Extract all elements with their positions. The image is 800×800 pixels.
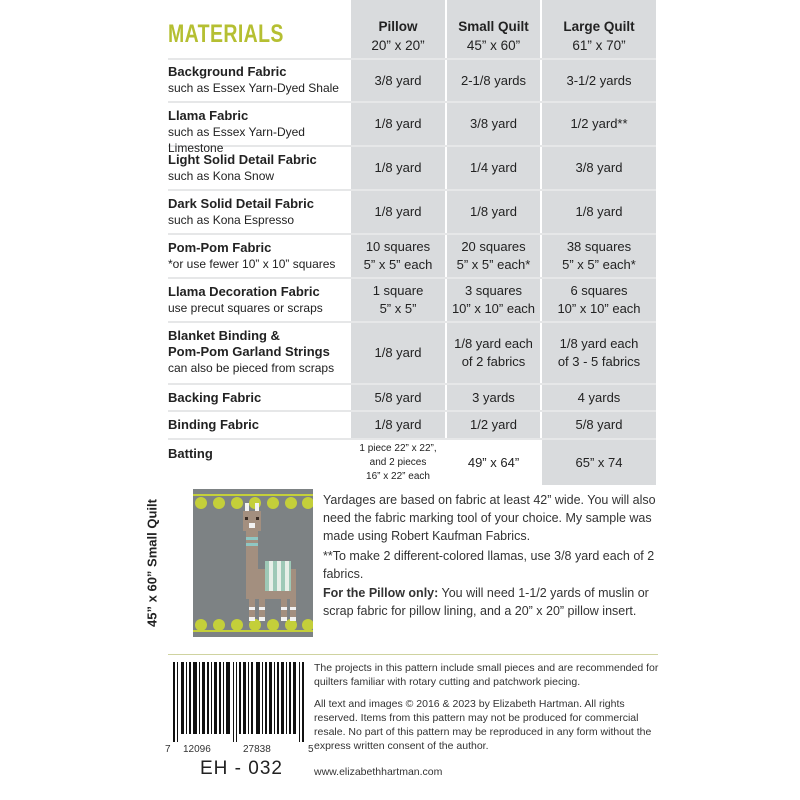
product-code: EH - 032 — [200, 758, 283, 779]
page-title: MATERIALS — [168, 20, 284, 48]
table-cell: 1/8 yard — [374, 160, 422, 175]
table-row-label: Dark Solid Detail Fabric such as Kona Espresso — [168, 196, 314, 227]
table-cell: 1/8 yard each of 3 - 5 fabrics — [557, 336, 641, 369]
table-row-label: Blanket Binding & Pom-Pom Garland Strings can also be pieced from scraps — [168, 328, 335, 375]
table-cell: 1/8 yard — [575, 204, 623, 219]
table-row-label: Binding Fabric — [168, 417, 259, 432]
column-header-pillow: Pillow 20” x 20” — [371, 19, 425, 53]
table-cell: 1/2 yard** — [570, 116, 628, 131]
table-cell: 5/8 yard — [575, 417, 623, 432]
table-row-label: Llama Decoration Fabric use precut squares or scraps — [168, 284, 323, 315]
table-cell: 1 piece 22” x 22”, and 2 pieces 16” x 22” each — [359, 443, 437, 482]
table-row-label: Background Fabric such as Essex Yarn-Dyed Shale — [168, 64, 339, 95]
column-header-small-quilt: Small Quilt 45” x 60” — [458, 19, 529, 53]
table-row-label: Pom-Pom Fabric *or use fewer 10” x 10” squares — [168, 240, 336, 271]
table-cell: 1/2 yard — [470, 417, 517, 432]
barcode-digit: 27838 — [243, 744, 271, 755]
table-row-label: Llama Fabric such as Essex Yarn-Dyed Limestone — [168, 108, 305, 155]
table-cell: 20 squares 5” x 5” each* — [456, 239, 531, 272]
table-cell: 6 squares 10” x 10” each — [557, 283, 641, 316]
table-cell: 1/8 yard — [470, 204, 517, 219]
copyright-note: All text and images © 2016 & 2023 by Elizabeth Hartman. All rights reserved. Items from this pattern may not be produced for commercial resale. No part of this pattern may be reproduced in any form without the express written consent of the author. — [314, 698, 652, 752]
skill-note: The projects in this pattern include small pieces and are recommended for quilters familiar with rotary cutting and patchwork piecing. — [314, 662, 659, 688]
column-header-large-quilt: Large Quilt 61” x 70” — [563, 19, 635, 53]
quilt-size-label: 45” x 60” Small Quilt — [144, 499, 160, 627]
table-row-label: Light Solid Detail Fabric such as Kona Snow — [168, 152, 317, 183]
barcode-digit: 12096 — [183, 744, 211, 755]
table-cell: 3/8 yard — [575, 160, 623, 175]
table-cell: 3-1/2 yards — [566, 72, 632, 88]
table-cell: 5/8 yard — [374, 389, 422, 405]
table-cell: 1 square 5” x 5” — [372, 283, 424, 316]
table-cell: 1/4 yard — [470, 160, 517, 175]
table-row-label: Batting — [168, 446, 213, 461]
table-cell: 3 squares 10” x 10” each — [451, 283, 536, 316]
table-cell: 1/8 yard — [374, 116, 422, 131]
website-link[interactable]: www.elizabethhartman.com — [314, 766, 443, 778]
table-cell: 38 squares 5” x 5” each* — [562, 239, 636, 272]
yardage-note: Yardages are based on fabric at least 42” wide. You will also need the fabric marking tool of your choice. My sample was made using Robert Kaufman Fabrics. — [323, 493, 656, 543]
llama-quilt-image — [193, 489, 313, 637]
table-cell: 4 yards — [577, 389, 621, 405]
divider — [168, 654, 658, 655]
table-cell: 10 squares 5” x 5” each — [363, 239, 433, 272]
table-cell: 65” x 74 — [575, 455, 623, 470]
barcode-digit: 7 — [165, 744, 171, 755]
table-cell: 1/8 yard — [374, 417, 422, 432]
table-cell: 2-1/8 yards — [460, 72, 527, 88]
table-row-label: Backing Fabric — [168, 390, 262, 405]
table-cell: 49” x 64” — [467, 455, 520, 470]
barcode-image — [173, 662, 305, 742]
table-cell: 1/8 yard — [374, 345, 422, 360]
table-cell: 3 yards — [472, 389, 515, 405]
llama-color-note: **To make 2 different-colored llamas, use 3/8 yard each of 2 fabrics. — [323, 549, 655, 581]
table-cell: 3/8 yard — [374, 72, 422, 88]
pillow-note: For the Pillow only: You will need 1-1/2 yards of muslin or scrap fabric for pillow lining, and a 20” x 20” pillow insert. — [323, 586, 649, 618]
table-cell: 1/8 yard — [374, 204, 422, 219]
table-cell: 1/8 yard each of 2 fabrics — [454, 336, 533, 369]
barcode-digit: 5 — [308, 744, 314, 755]
table-cell: 3/8 yard — [470, 116, 517, 131]
